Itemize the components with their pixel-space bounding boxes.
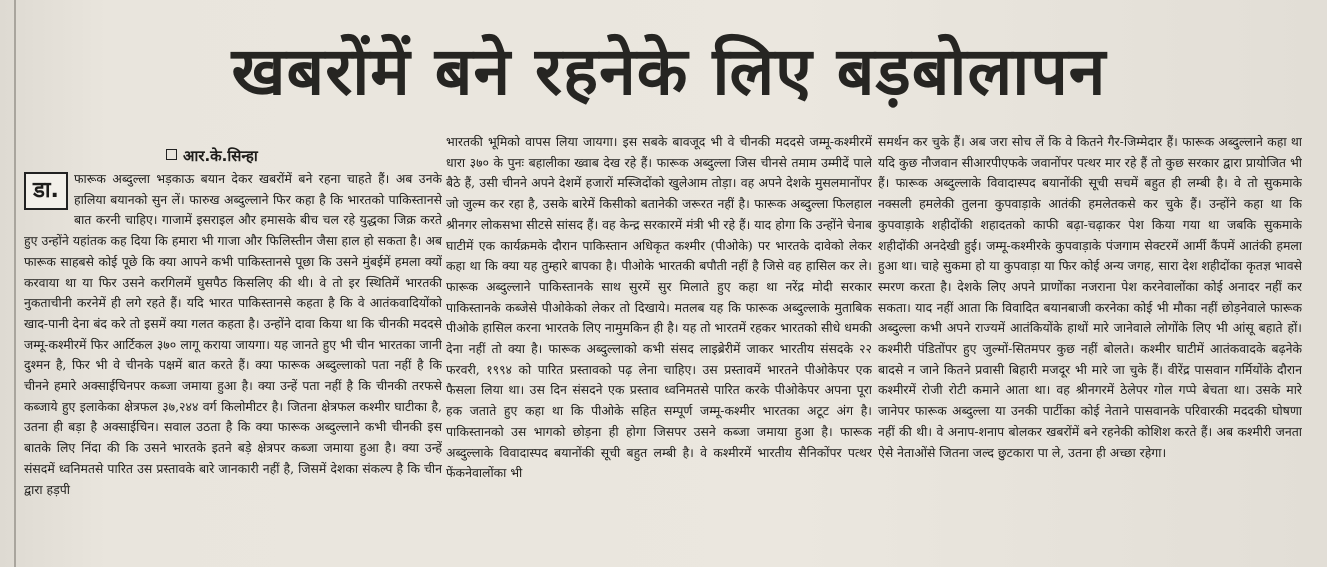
column-1-text: फारूक अब्दुल्ला भड़काऊ बयान देकर खबरोंमें बने रहना चाहते हैं। अब उनके हालिया बयानको सुन लें। फारुख अब्दुल्लाने फिर कहा है कि भारतको पाकिस्तानसे बात करनी चाहिए। गाजामें इसराइल और हमासके बीच चल रहे युद्धका जिक्र करते हुए उन्होंने यहांतक कह दिया कि हमारा भी गाजा और फिलिस्तीन जैसा हाल हो सकता है। अब फारूक साहबसे कोई पूछे कि क्या आपने कभी पाकिस्तानसे पूछा कि उसने मुंबईमें हमला क्यों करवाया था या फिर उसने करगिलमें घुसपैठ किसलिए की थी। वे तो इर स्थितिमें भारतकी नुकताचीनी करनेमें ही लगे रहते हैं। यदि भारत पाकिस्तानसे कहता है कि वे आतंकवादियोंको खाद-पानी देना बंद करे तो इसमें क्या गलत कहता है। उन्होंने दावा किया था कि चीनकी मददसे जम्मू-कश्मीरमें फिर आर्टिकल ३७० लागू कराया जायगा। यह जानते हुए भी चीन भारतका जानी दुश्मन है, फिर भी वे चीनके पक्षमें बात करते हैं। क्या फारूक अब्दुल्लाको पता नहीं है कि चीनने हमारे अक्साईचिनपर कब्जा जमाया हुआ है। क्या उन्हें पता नहीं है कि चीनकी तरफसे कब्जाये हुए इलाकेका क्षेत्रफल ३७,२४४ वर्ग किलोमीटर है। जितना क्षेत्रफल कश्मीर घाटीका है, उतना ही बड़ा है अक्साईचिन। सवाल उठता है कि क्या फारूक अब्दुल्लाने कभी चीनकी इस बातके लिए निंदा की कि उसने भारतके इतने बड़े क्षेत्रपर कब्जा जमाया हुआ है। क्या उन्हें संसदमें ध्वनिमतसे पारित उस प्रस्तावके बारे जानकारी नहीं है, जिसमें देशका संकल्प है कि चीन द्वारा हड़पी (24, 171, 442, 497)
column-3-text: समर्थन कर चुके हैं। अब जरा सोच लें कि वे कितने गैर-जिम्मेदार हैं। फारूक अब्दुल्लाने कहा था यदि कुछ नौजवान सीआरपीएफके जवानोंपर पत्थर मार रहे हैं तो कुछ सरकार द्वारा प्रायोजित भी हैं। फारूक अब्दुल्लाके विवादास्पद बयानोंकी सूची सचमें बहुत ही लम्बी है। वे तो सुकमाके नक्सली हमलेकी तुलना कुपवाड़ाके आतंकी हमलेतकसे कर चुके हैं। उन्होंने कहा था कि कुपवाड़ाके शहीदोंकी शहादतको काफी बढ़ा-चढ़ाकर पेश किया गया था जबकि सुकमाके शहीदोंकी अनदेखी हुई। जम्मू-कश्मीरके कुपवाड़ाके पंजगाम सेक्टरमें आर्मी कैंपमें आतंकी हमला हुआ था। चाहे सुकमा हो या कुपवाड़ा या फिर कोई अन्य जगह, सारा देश शहीदोंका कृतज्ञ भावसे स्मरण करता है। देशके लिए अपने प्राणोंका नजराना पेश करनेवालोंका कोई अनादर नहीं कर सकता। याद नहीं आता कि विवादित बयानबाजी करनेका कोई भी मौका नहीं छोड़नेवाले फारूक अब्दुल्ला कभी अपने राज्यमें आतंकियोंके हाथों मारे जानेवाले लोगोंके लिए भी आंसू बहाते हों। कश्मीरी पंडितोंपर हुए जुल्मों-सितमपर कुछ नहीं बोलते। कश्मीर घाटीमें आतंकवादके बढ़नेके बादसे न जाने कितने प्रवासी बिहारी मजदूर भी मारे जा चुके हैं। वीरेंद्र पासवान गर्मियोंके दौरान कश्मीरमें रोजी रोटी कमाने आता था। वह श्रीनगरमें ठेलेपर गोल गप्पे बेचता था। उसके मारे जानेपर फारूक अब्दुल्ला या उनकी पार्टीका कोई नेताने पासवानके परिवारकी मददकी घोषणा नहीं की थी। वे अनाप-शनाप बोलकर खबरोंमें बने रहनेकी कोशिश करते हैं। अब कश्मीरी जनता ऐसे नेताओंसे जितना जल्द छुटकारा पा ले, उतना ही अच्छा रहेगा। (878, 134, 1302, 460)
dropcap: डा. (24, 172, 68, 210)
article-column-2 (446, 132, 872, 562)
author-name: आर.के.सिन्हा (183, 147, 258, 165)
article-column-1 (24, 145, 442, 565)
page-edge-divider (14, 0, 16, 567)
byline (24, 145, 442, 167)
article-column-3 (878, 132, 1302, 562)
byline-square-icon (166, 149, 177, 160)
column-2-text: भारतकी भूमिको वापस लिया जायगा। इस सबके बावजूद भी वे चीनकी मददसे जम्मू-कश्मीरमें धारा ३७० के पुनः बहालीका ख्वाब देख रहे हैं। फारूक अब्दुल्ला जिस चीनसे तमाम उम्मीदें पाले बैठे हैं, उसी चीनने अपने देशमें हजारों मस्जिदोंको खुलेआम तोड़ा। वह अपने देशके मुसलमानोंपर जो जुल्म कर रहा है, उसके बारेमें किसीको बतानेकी जरूरत नहीं है। फारूक अब्दुल्ला फिलहाल श्रीनगर लोकसभा सीटसे सांसद हैं। वह केन्द्र सरकारमें मंत्री भी रहे हैं। याद होगा कि उन्होंने चेनाब घाटीमें एक कार्यक्रमके दौरान पाकिस्तान अधिकृत कश्मीर (पीओके) पर भारतके दावेको लेकर कहा था कि क्या यह तुम्हारे बापका है। पीओके भारतकी बपौती नहीं है जिसे वह हासिल कर ले। फारूक अब्दुल्लाने पाकिस्तानके साथ सुरमें सुर मिलाते हुए कहा था नरेंद्र मोदी सरकार पाकिस्तानके कब्जेसे पीओकेको लेकर तो दिखाये। मतलब यह कि फारूक अब्दुल्लाके मुताबिक पीओके हासिल करना भारतके लिए नामुमकिन ही है। यह तो भारतमें रहकर भारतको सीधे धमकी देना नहीं तो क्या है। फारूक अब्दुल्लाको कभी संसद लाइब्रेरीमें जाकर भारतीय संसदके २२ फरवरी, १९९४ को पारित प्रस्तावको पढ़ लेना चाहिए। उस प्रस्तावमें भारतने पीओकेपर एक फैसला लिया था। उस दिन संसदने एक प्रस्ताव ध्वनिमतसे पारित करके पीओकेपर अपना पूरा हक जताते हुए कहा था कि पीओके सहित सम्पूर्ण जम्मू-कश्मीर भारतका अटूट अंग है। पाकिस्तानको उस भागको छोड़ना ही होगा जिसपर उसने कब्जा जमाया हुआ है। फारूक अब्दुल्लाके विवादास्पद बयानोंकी सूची बहुत लम्बी है। वे कश्मीरमें भारतीय सैनिकोंपर पत्थर फेंकनेवालोंका भी (446, 134, 872, 481)
headline: खबरोंमें बने रहनेके लिए बड़बोलापन (231, 33, 1107, 110)
